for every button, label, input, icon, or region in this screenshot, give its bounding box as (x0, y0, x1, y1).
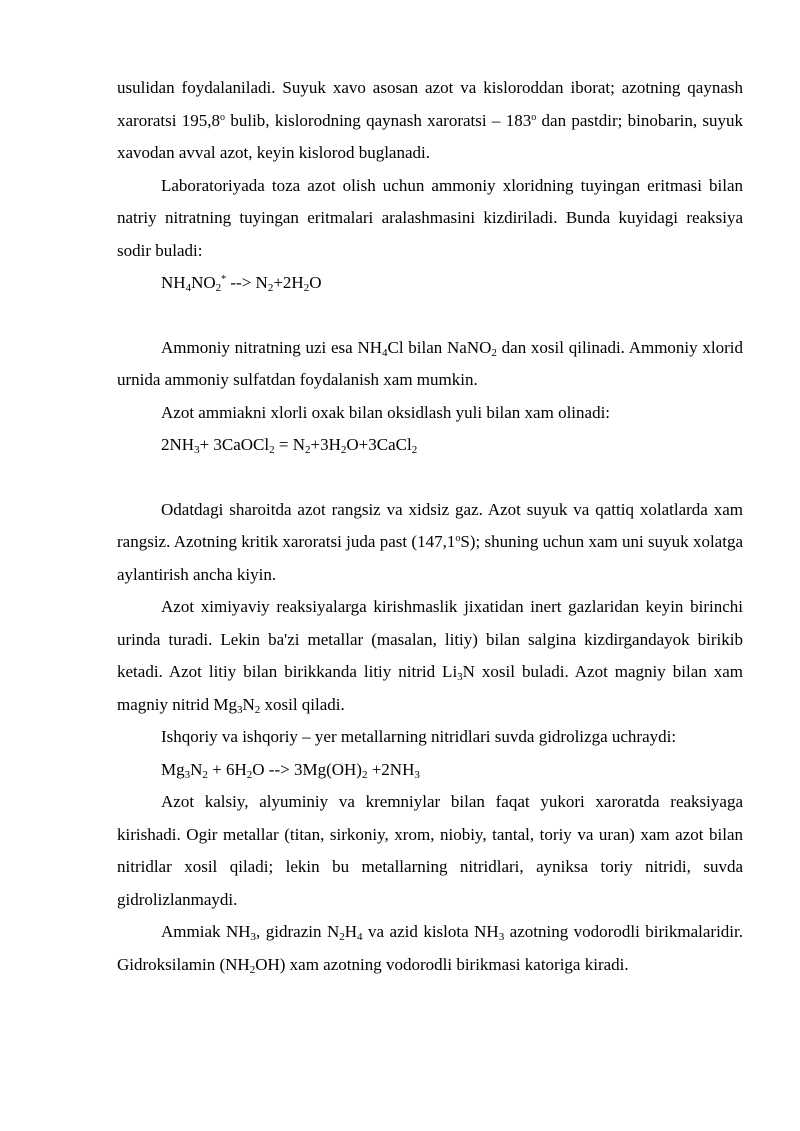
text: O --> 3Mg(OH) (252, 759, 362, 779)
subscript: 3 (414, 768, 420, 781)
blank-line (117, 462, 743, 494)
subscript: 2 (249, 963, 256, 976)
equation-ammonium-nitrite (117, 267, 743, 300)
equation-ammonia-oxidation (117, 429, 743, 462)
subscript: 3 (457, 671, 463, 683)
text: O (309, 273, 322, 292)
text: + 6H (207, 759, 247, 779)
text: +3H (310, 435, 341, 454)
subscript: 2 (411, 444, 418, 456)
text: O+3CaCl (346, 435, 412, 454)
subscript: 3 (498, 931, 505, 943)
text: xosil qiladi. (260, 694, 345, 714)
text: , gidrazin N (256, 922, 340, 941)
paragraph-ammonium-nitrite-source (117, 332, 743, 397)
text: --> N (226, 273, 268, 292)
subscript: 2 (491, 346, 497, 359)
superscript: o (455, 533, 461, 544)
text: = N (274, 435, 305, 454)
subscript: 4 (185, 282, 192, 294)
text: bulib, kislorodning qaynash xaroratsi – 183 (225, 110, 532, 130)
text: OH) xam azotning vodorodli birikmasi katoriga kiradi. (255, 954, 629, 974)
text: Mg (161, 759, 185, 779)
subscript: 2 (246, 768, 253, 781)
paragraph-high-temperature: Azot kalsiy, alyuminiy va kremniylar bilan faqat yukori xaroratda reaksiyaga kirishadi. Ogir metallar (titan, sirkoniy, xrom, niobiy, tantal, toriy va uran) xam azot bilan nitridlar xosil qiladi; lekin bu metallarning nitridlari, ayniksa toriy nitridi, suvda gidrolizlanmaydi. (117, 792, 743, 909)
paragraph-liquid-air (117, 72, 743, 170)
subscript: 3 (250, 931, 257, 943)
text: va azid kislota NH (362, 922, 499, 941)
subscript: 4 (357, 931, 363, 943)
text: Cl bilan NaNO (387, 337, 492, 357)
subscript: 3 (184, 768, 191, 781)
document-page (117, 72, 743, 981)
equation-magnesium-nitride (117, 754, 743, 787)
subscript: 2 (254, 703, 261, 716)
subscript: 2 (305, 444, 311, 456)
text: NO (191, 273, 216, 292)
subscript: 2 (267, 282, 274, 294)
subscript: 2 (339, 931, 345, 943)
superscript: * (221, 274, 227, 285)
text: Azot ximiyaviy reaksiyalarga kirishmaslik jixatidan inert gazlaridan keyin birinchi urinda turadi. Lekin ba'zi metallar (masalan, litiy) bilan salgina kizdirgandayok birikib ketadi. Azot litiy bilan birikkanda litiy nitrid Li (117, 597, 743, 681)
text: N (190, 759, 203, 779)
superscript: o (531, 111, 537, 123)
superscript: o (220, 111, 226, 123)
text: S); shuning uchun xam uni suyuk xolatga aylantirish ancha kiyin. (117, 532, 744, 584)
text: +2H (273, 273, 304, 292)
text: + 3CaOCl (199, 435, 270, 454)
subscript: 2 (340, 444, 347, 456)
text: N xosil buladi. Azot magniy bilan xam magniy nitrid Mg (117, 662, 743, 714)
subscript: 3 (236, 703, 243, 716)
blank-line (117, 300, 743, 332)
text: usulidan foydalaniladi. Suyuk xavo asosan azot va kisloroddan iborat; azotning qaynash xaroratsi 195,8 (117, 78, 743, 130)
subscript: 2 (215, 282, 222, 294)
text: Ammiak NH (161, 922, 251, 941)
subscript: 2 (361, 768, 368, 781)
paragraph-properties (117, 494, 743, 592)
text: Ammoniy nitratning uzi esa NH (161, 337, 383, 357)
text: N (242, 694, 255, 714)
paragraph-laboratory: Laboratoriyada toza azot olish uchun ammoniy xloridning tuyingan eritmasi bilan natriy nitratning tuyingan eritmalari aralashmasini kizdiriladi. Bunda kuyidagi reaksiya sodir buladi: (117, 175, 743, 260)
paragraph-hydrogen-compounds (117, 916, 743, 981)
text: dan pastdir; binobarin, suyuk xavodan avval azot, keyin kislorod buglanadi. (117, 110, 744, 162)
subscript: 2 (269, 444, 275, 456)
paragraph-nitride-hydrolysis: Ishqoriy va ishqoriy – yer metallarning nitridlari suvda gidrolizga uchraydi: (161, 727, 677, 746)
text: 2NH (161, 435, 195, 454)
text: dan xosil qilinadi. Ammoniy xlorid urnida ammoniy sulfatdan foydalanish xam mumkin. (117, 337, 743, 389)
subscript: 2 (202, 768, 208, 781)
text: Odatdagi sharoitda azot rangsiz va xidsiz gaz. Azot suyuk va qattiq xolatlarda xam rangsiz. Azotning kritik xaroratsi juda past (147,1 (117, 499, 743, 551)
subscript: 3 (194, 444, 200, 456)
text: +2NH (367, 759, 415, 779)
text: NH (161, 273, 186, 292)
text: H (344, 922, 358, 941)
paragraph-ammonia-oxidation: Azot ammiakni xlorli oxak bilan oksidlash yuli bilan xam olinadi: (161, 402, 611, 422)
subscript: 2 (303, 282, 310, 294)
subscript: 4 (382, 346, 388, 359)
text: azotning vodorodli birikmalaridir. Gidroksilamin (NH (117, 922, 744, 974)
paragraph-reactivity (117, 591, 743, 721)
